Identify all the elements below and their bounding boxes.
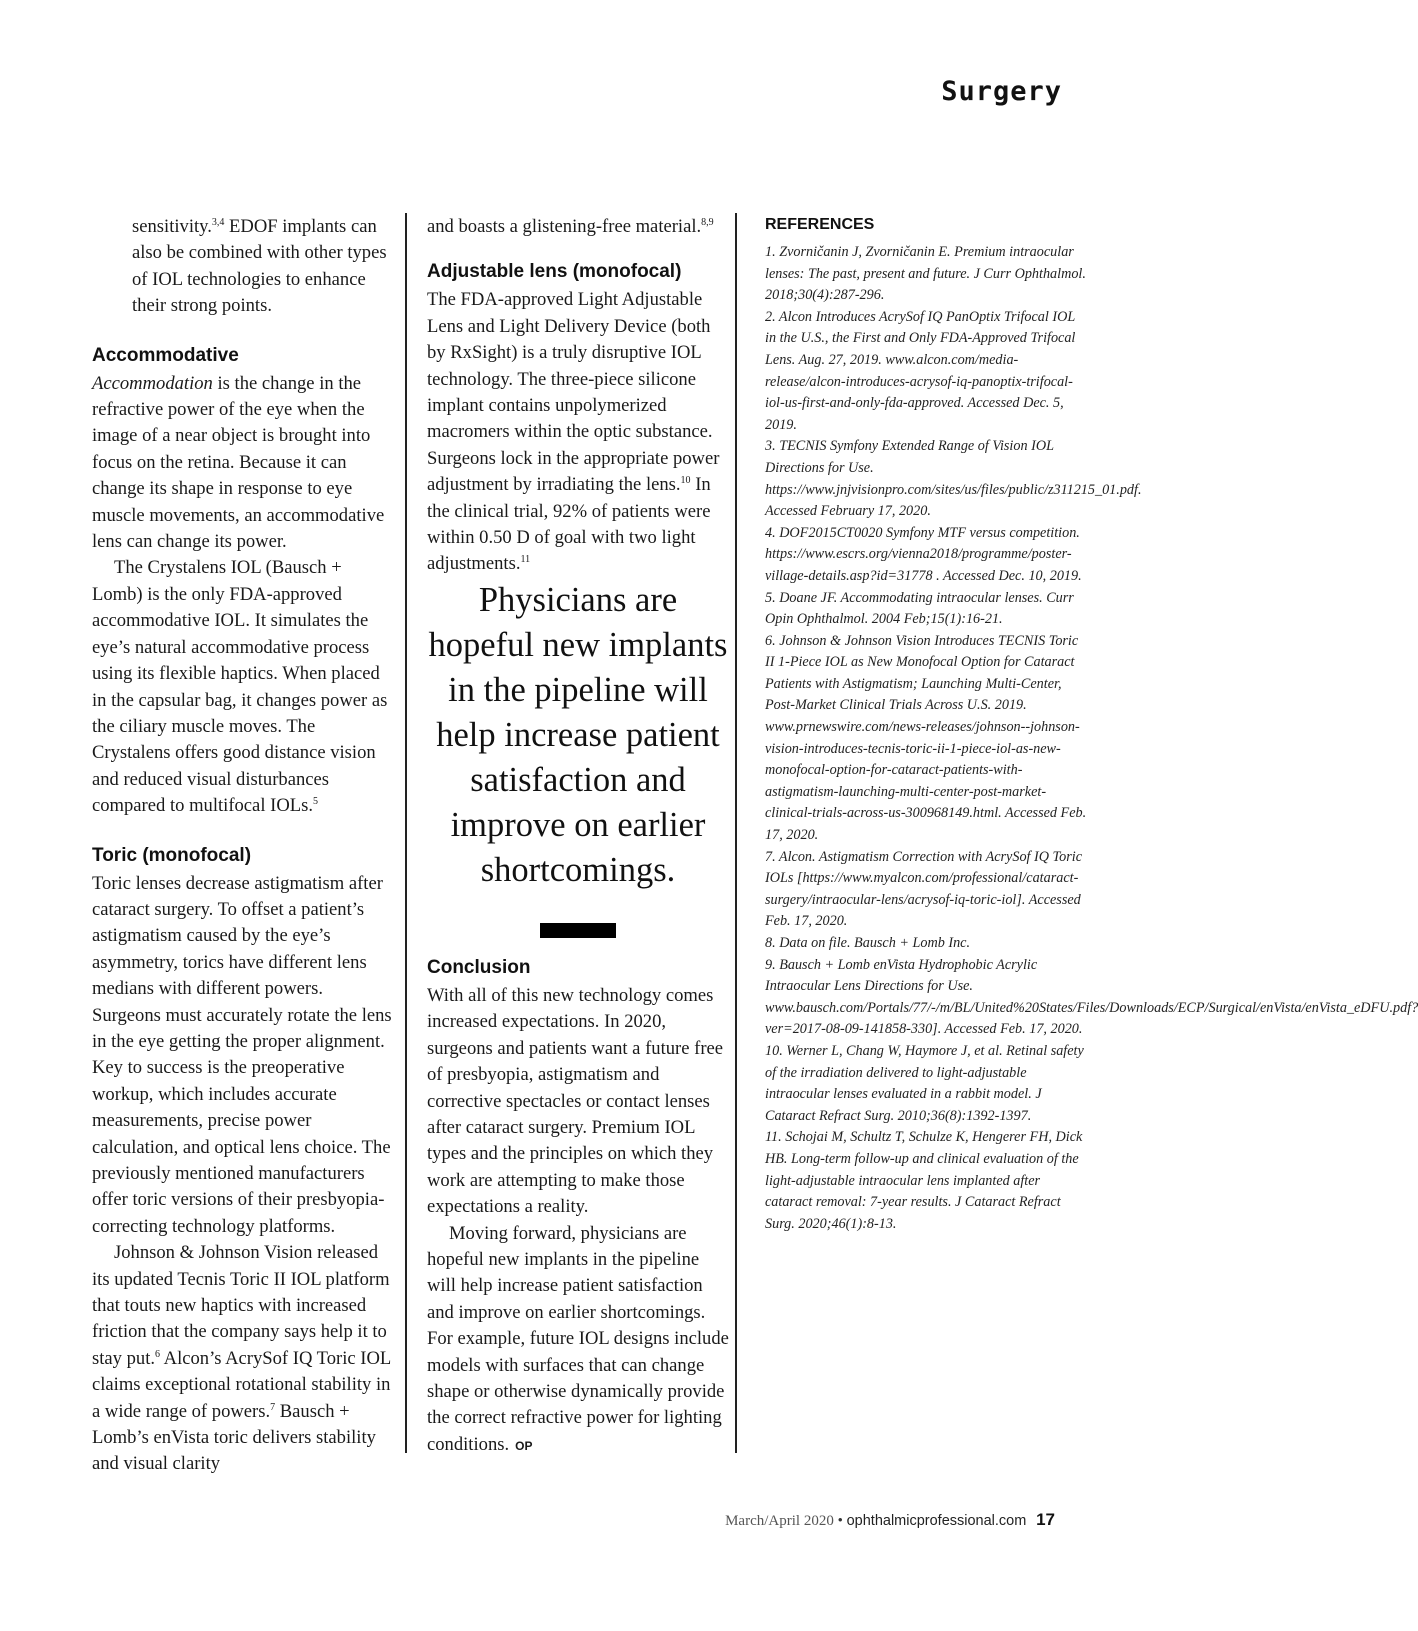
- footnote-ref: 3,4: [211, 216, 225, 228]
- reference-item: 8. Data on file. Bausch + Lomb Inc.: [765, 935, 971, 951]
- pull-quote-bar: [540, 923, 616, 938]
- intro-paragraph: [92, 214, 394, 320]
- footer-separator: •: [837, 1513, 843, 1529]
- references-column: [765, 214, 1418, 1235]
- page-number: 17: [1036, 1510, 1055, 1529]
- footnote-ref: 7: [270, 1401, 276, 1413]
- adjustable-paragraph: [427, 287, 729, 577]
- intro-text: EDOF implants can also be combined with other types of IOL technologies to enhance their strong points.: [132, 216, 387, 317]
- adjustable-text-b: In the clinical trial, 92% of patients were within 0.50 D of goal with two light adjustments.: [427, 474, 711, 575]
- conclusion-paragraph-1: With all of this new technology comes increased expectations. In 2020, surgeons and patients want a future free of presbyopia, astigmatism and corrective spectacles or contact lenses after cataract surgery. Premium IOL types and the principles on which they work are attempting to make those expectations a reality.: [427, 984, 724, 1218]
- toric-text-c: Bausch + Lomb’s enVista toric delivers stability and visual clarity: [92, 1400, 376, 1475]
- heading-adjustable: Adjustable lens (monofocal): [427, 261, 682, 283]
- reference-item: 11. Schojai M, Schultz T, Schulze K, Hengerer FH, Dick HB. Long-term follow-up and clinical evaluation of the light-adjustable intraocular lens implanted after cataract removal: 7-year results. J Cataract Refract Surg. 2020;46(1):8-13.: [765, 1129, 1083, 1232]
- reference-item: 6. Johnson & Johnson Vision Introduces TECNIS Toric II 1-Piece IOL as New Monofocal Option for Cataract Patients with Astigmatism; Launching Multi-Center, Post-Market Clinical Trials Across U.S. 2019. www.prnewswire.com/news-releases/johnson--johnson-vision-introduces-tecnis-toric-ii-1-piece-iol-as-new-monofocal-option-for-cataract-patients-with-astigmatism-launching-multi-center-post-market-clinical-trials-across-us-300968149.html. Accessed Feb. 17, 2020.: [765, 632, 1087, 844]
- toric-paragraph-2: [92, 1240, 394, 1478]
- conclusion-paragraph-2: [427, 1221, 729, 1460]
- section-title: Surgery: [941, 76, 1062, 107]
- reference-item: 9. Bausch + Lomb enVista Hydrophobic Acrylic Intraocular Lens Directions for Use. www.bausch.com/Portals/77/-/m/BL/United%20States/Files/Downloads/ECP/Surgical/enVista/enVista_eDFU.pdf?ver=2017-08-09-141858-330]. Accessed Feb. 17, 2020.: [765, 956, 1418, 1038]
- reference-item: 2. Alcon Introduces AcrySof IQ PanOptix Trifocal IOL in the U.S., the First and Only FDA-Approved Trifocal Lens. Aug. 27, 2019. www.alcon.com/media-release/alcon-introduces-acrysof-iq-panoptix-trifocal-iol-us-first-and-only-fda-approved. Accessed Dec. 5, 2019.: [765, 308, 1076, 433]
- reference-item: 7. Alcon. Astigmatism Correction with AcrySof IQ Toric IOLs [https://www.myalcon.com/professional/cataract-surgery/intraocular-lens/acrysof-iq-toric-iol]. Accessed Feb. 17, 2020.: [765, 848, 1082, 930]
- reference-item: 3. TECNIS Symfony Extended Range of Vision IOL Directions for Use. https://www.jnjvisionpro.com/sites/us/files/public/z311215_01.pdf. Accessed February 17, 2020.: [765, 438, 1142, 520]
- column-divider: [735, 213, 737, 1453]
- toric-paragraph-1: Toric lenses decrease astigmatism after cataract surgery. To offset a patient’s astigmatism caused by the eye’s asymmetry, torics have different lens medians with different powers. Surgeons must accurately rotate the lens in the eye getting the proper alignment. Key to success is the preoperative workup, which includes accurate measurements, precise power calculation, and optical lens choice. The previously mentioned manufacturers offer toric versions of their presbyopia-correcting technology platforms.: [92, 872, 392, 1237]
- footnote-ref: 8,9: [701, 216, 714, 228]
- toric-text-b: Alcon’s AcrySof IQ Toric IOL claims exceptional rotational stability in a wide range of powers.: [92, 1347, 391, 1422]
- toric-text-a: Johnson & Johnson Vision released its updated Tecnis Toric II IOL platform that touts new haptics with increased friction that the company says help it to stay put.: [92, 1242, 390, 1369]
- page-footer: [725, 1510, 1055, 1530]
- continued-paragraph: [427, 214, 729, 240]
- reference-item: 10. Werner L, Chang W, Haymore J, et al. Retinal safety of the irradiation delivered to light-adjustable intraocular lenses evaluated in a rabbit model. J Cataract Refract Surg. 2010;36(8):1392-1397.: [765, 1042, 1084, 1124]
- reference-item: 1. Zvorničanin J, Zvorničanin E. Premium intraocular lenses: The past, present and future. J Curr Ophthalmol. 2018;30(4):287-296.: [765, 244, 1086, 304]
- reference-item: 5. Doane JF. Accommodating intraocular lenses. Curr Opin Ophthalmol. 2004 Feb;15(1):16-21.: [765, 589, 1074, 628]
- continued-text: and boasts a glistening-free material.: [427, 216, 702, 237]
- column-left: [92, 214, 394, 1478]
- pull-quote: Physicians are hopeful new implants in the pipeline will help increase patient satisfaction and improve on earlier shortcomings.: [428, 580, 728, 889]
- footnote-ref: 5: [313, 795, 318, 807]
- footnote-ref: 6: [155, 1348, 161, 1360]
- end-mark: OP: [515, 1438, 533, 1453]
- accommodative-text-1: is the change in the refractive power of the eye when the image of a near object is brought into focus on the retina. Because it can change its shape in response to eye muscle movements, an accommodative lens can change its power.: [92, 372, 385, 553]
- footer-site: ophthalmicprofessional.com: [846, 1513, 1027, 1529]
- column-divider: [405, 213, 407, 1453]
- heading-toric: Toric (monofocal): [92, 844, 252, 866]
- accommodative-text-2: The Crystalens IOL (Bausch + Lomb) is the only FDA-approved accommodative IOL. It simulates the eye’s natural accommodative process using its flexible haptics. When placed in the capsular bag, it changes power as the ciliary muscle moves. The Crystalens offers good distance vision and reduced visual disturbances compared to multifocal IOLs.: [92, 557, 388, 817]
- accommodation-term: Accommodation: [92, 372, 213, 394]
- accommodative-paragraph-2: [92, 555, 394, 819]
- heading-accommodative: Accommodative: [92, 344, 239, 366]
- heading-conclusion: Conclusion: [427, 956, 531, 978]
- accommodative-paragraph-1: [92, 371, 394, 556]
- footnote-ref: 11: [520, 554, 531, 566]
- reference-item: 4. DOF2015CT0020 Symfony MTF versus competition. https://www.escrs.org/vienna2018/programme/poster-village-details.asp?id=31778 . Accessed Dec. 10, 2019.: [765, 524, 1082, 584]
- references-heading: REFERENCES: [765, 216, 875, 233]
- adjustable-text-a: The FDA-approved Light Adjustable Lens and Light Delivery Device (both by RxSight) is a truly disruptive IOL technology. The three-piece silicone implant contains unpolymerized macromers within the optic substance. Surgeons lock in the appropriate power adjustment by irradiating the lens.: [427, 289, 720, 496]
- intro-lead: sensitivity.: [132, 216, 212, 237]
- footnote-ref: 10: [680, 475, 691, 487]
- footer-date: March/April 2020: [725, 1513, 834, 1529]
- references-list: [765, 242, 1418, 1235]
- conclusion-text-2: Moving forward, physicians are hopeful new implants in the pipeline will help increase patient satisfaction and improve on earlier shortcomings. For example, future IOL designs include models with surfaces that can change shape or otherwise dynamically provide the correct refractive power for lighting conditions.: [427, 1222, 729, 1455]
- column-middle: [427, 214, 729, 1459]
